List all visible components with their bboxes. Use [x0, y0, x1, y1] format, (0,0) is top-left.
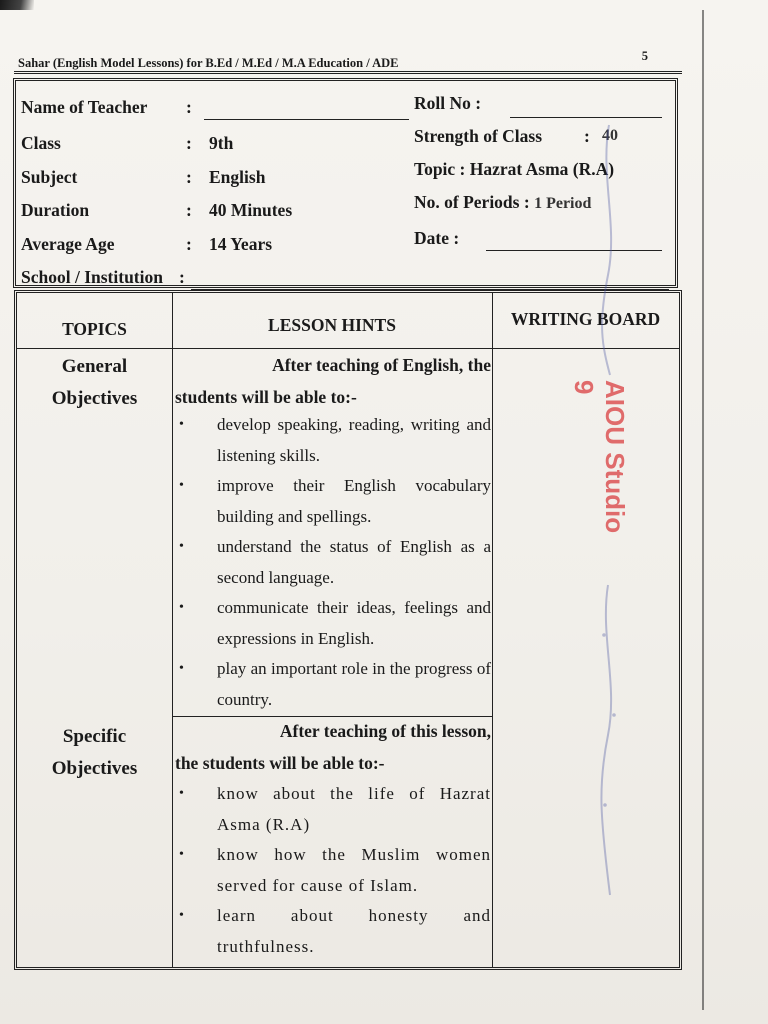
strength-value: 40 — [602, 127, 618, 144]
average-age-value: 14 Years — [209, 234, 273, 254]
column-divider-topics — [172, 293, 173, 967]
date-row — [414, 228, 664, 249]
roll-no-row — [414, 93, 664, 114]
class-value: 9th — [209, 133, 234, 153]
list-item-text: know about the life of Hazrat Asma (R.A) — [217, 784, 491, 834]
date-blank[interactable] — [486, 250, 662, 251]
class-label: Class — [21, 133, 61, 153]
school-colon: : — [179, 267, 185, 287]
specific-intro-line1: After teaching of this lesson, — [279, 721, 491, 741]
class-colon: : — [186, 133, 192, 153]
bullet-icon: • — [179, 847, 185, 862]
name-of-teacher-label: Name of Teacher — [21, 97, 148, 117]
general-objectives-label — [17, 351, 172, 415]
specific-objectives-label — [17, 721, 172, 785]
strength-colon: : — [584, 126, 590, 146]
name-of-teacher-blank[interactable] — [204, 119, 409, 120]
general-intro-line1: After teaching of English, the — [272, 355, 491, 375]
topic-label: Topic : — [414, 159, 466, 179]
list-item — [175, 654, 491, 715]
subject-value: English — [209, 167, 266, 187]
list-item — [175, 532, 491, 593]
topic-row — [414, 159, 664, 180]
list-item-text: know how the Muslim women served for cause of Islam. — [217, 845, 491, 895]
topic-value: Hazrat Asma (R.A) — [469, 159, 615, 179]
general-label-line2: Objectives — [51, 388, 138, 409]
list-item-text: understand the status of English as a second language. — [217, 537, 491, 587]
list-item-text: improve their English vocabulary building and spellings. — [217, 476, 491, 526]
list-item-text: communicate their ideas, feelings and expressions in English. — [217, 598, 491, 648]
average-age-label: Average Age — [21, 234, 115, 254]
lesson-info-box — [13, 78, 678, 288]
specific-label-line1: Specific — [62, 726, 127, 747]
bullet-icon: • — [179, 417, 184, 432]
topics-header: TOPICS — [62, 319, 127, 339]
bullet-icon: • — [179, 661, 184, 676]
strength-row — [414, 126, 664, 147]
subject-colon: : — [186, 167, 192, 187]
specific-intro-line2: the students will be able to:- — [175, 753, 385, 773]
periods-row — [414, 192, 664, 213]
lesson-hints-header: LESSON HINTS — [268, 315, 396, 335]
list-item — [175, 901, 491, 962]
writing-board-header: WRITING BOARD — [510, 309, 661, 329]
bullet-icon: • — [179, 478, 184, 493]
specific-label-line2: Objectives — [51, 758, 138, 779]
duration-colon: : — [186, 200, 192, 220]
periods-value: 1 Period — [534, 195, 592, 212]
roll-no-label: Roll No : — [414, 93, 482, 113]
bullet-icon: • — [179, 786, 185, 801]
general-intro — [175, 349, 493, 413]
roll-no-blank[interactable] — [510, 117, 662, 118]
list-item-text: learn about honesty and truthfulness. — [217, 906, 491, 956]
list-item-text: play an important role in the progress of country. — [217, 659, 491, 709]
list-item — [175, 471, 491, 532]
strength-label: Strength of Class — [414, 126, 543, 146]
bullet-icon: • — [179, 539, 184, 554]
page-corner-shadow — [0, 0, 34, 10]
average-age-colon: : — [186, 234, 192, 254]
name-of-teacher-colon: : — [186, 97, 192, 117]
aiou-studio-watermark: AIOU Studio 9 — [569, 380, 630, 534]
periods-label: No. of Periods : — [414, 192, 530, 212]
duration-value: 40 Minutes — [209, 200, 293, 220]
list-item — [175, 410, 491, 471]
duration-label: Duration — [21, 200, 90, 220]
date-label: Date : — [414, 228, 460, 248]
list-item — [175, 779, 491, 840]
page-edge-line — [702, 10, 704, 1010]
page-number: 5 — [641, 49, 648, 63]
bullet-icon: • — [179, 908, 185, 923]
specific-objectives-list — [175, 779, 491, 962]
list-item-text: develop speaking, reading, writing and listening skills. — [217, 415, 491, 465]
book-title: Sahar (English Model Lessons) for B.Ed / M.Ed / M.A Education / ADE — [18, 56, 399, 70]
list-item — [175, 840, 491, 901]
general-intro-line2: students will be able to:- — [175, 387, 357, 407]
header-rule — [14, 71, 682, 74]
bullet-icon: • — [179, 600, 184, 615]
general-objectives-list — [175, 410, 491, 715]
list-item — [175, 593, 491, 654]
school-label: School / Institution — [21, 267, 163, 287]
general-label-line1: General — [61, 356, 128, 377]
specific-intro — [175, 715, 493, 779]
subject-label: Subject — [21, 167, 78, 187]
